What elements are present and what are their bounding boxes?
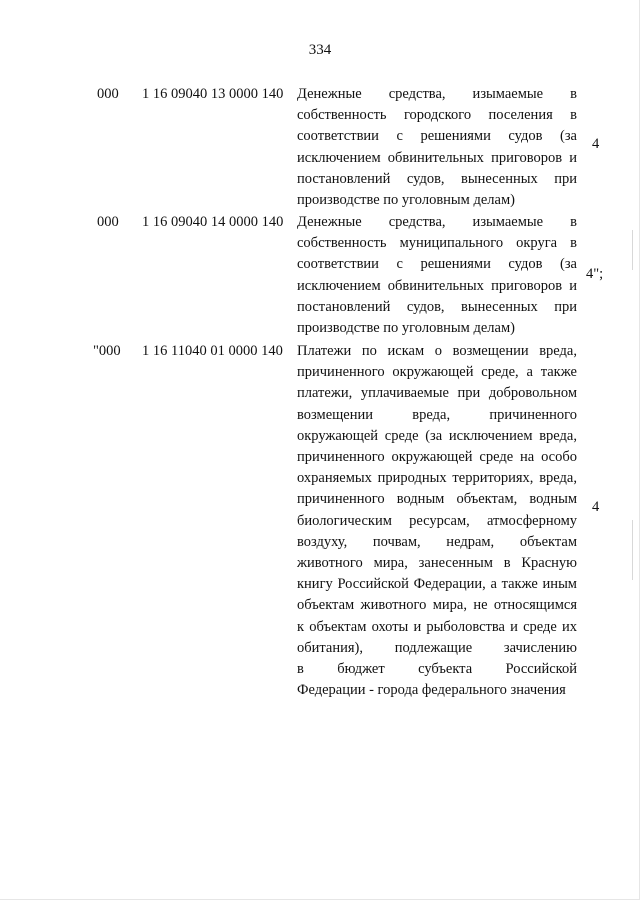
description-line: охраняемых природных территориях, вреда, bbox=[297, 470, 577, 487]
description-line: постановлений судов, вынесенных при bbox=[297, 298, 577, 315]
admin-code: 000 bbox=[97, 214, 119, 230]
description-line: биологическим ресурсам, атмосферному bbox=[297, 512, 577, 529]
description-line: к объектам охоты и рыболовства и среде их bbox=[297, 618, 577, 635]
description-line: причиненного окружающей среде, а также bbox=[297, 364, 577, 381]
description-line: Денежные средства, изымаемые в bbox=[297, 86, 577, 102]
description-line: производстве по уголовным делам) bbox=[297, 320, 515, 337]
description-line: постановлений судов, вынесенных при bbox=[297, 170, 577, 187]
description-line: обитания), подлежащие зачислению bbox=[297, 639, 577, 656]
description-line: возмещении вреда, причиненного bbox=[297, 406, 577, 423]
scan-edge-mark bbox=[632, 230, 633, 270]
page-number: 334 bbox=[308, 42, 332, 58]
description-line: собственность городского поселения в bbox=[297, 107, 577, 124]
description-line: соответствии с решениями судов (за bbox=[297, 128, 577, 145]
budget-classification-code: 1 16 11040 01 0000 140 bbox=[142, 343, 283, 359]
distribution-norm: 4"; bbox=[586, 266, 604, 282]
distribution-norm: 4 bbox=[592, 136, 600, 152]
scan-edge-mark bbox=[632, 520, 633, 580]
description-line: воздуху, почвам, недрам, объектам bbox=[297, 533, 577, 550]
budget-classification-code: 1 16 09040 13 0000 140 bbox=[142, 86, 284, 102]
distribution-norm: 4 bbox=[592, 499, 600, 515]
description-line: книгу Российской Федерации, а также иным bbox=[297, 576, 577, 593]
description-line: соответствии с решениями судов (за bbox=[297, 256, 577, 273]
description-line: исключением обвинительных приговоров и bbox=[297, 149, 577, 166]
admin-code: 000 bbox=[97, 86, 119, 102]
description-line: причиненного окружающей среде на особо bbox=[297, 449, 577, 466]
description-line: животного мира, занесенным в Красную bbox=[297, 555, 577, 572]
description-line: объектам животного мира, не относящимся bbox=[297, 597, 577, 614]
revenue-description bbox=[297, 212, 577, 339]
description-line: платежи, уплачиваемые при добровольном bbox=[297, 385, 577, 402]
description-line: причиненного водным объектам, водным bbox=[297, 491, 577, 508]
description-line: Денежные средства, изымаемые в bbox=[297, 214, 577, 230]
description-line: собственность муниципального округа в bbox=[297, 235, 577, 252]
budget-classification-code: 1 16 09040 14 0000 140 bbox=[142, 214, 284, 230]
revenue-description bbox=[297, 341, 577, 701]
description-line: окружающей среде (за исключением вреда, bbox=[297, 427, 577, 444]
description-line: в бюджет субъекта Российской bbox=[297, 661, 577, 678]
description-line: Платежи по искам о возмещении вреда, bbox=[297, 343, 577, 359]
description-line: исключением обвинительных приговоров и bbox=[297, 277, 577, 294]
admin-code: "000 bbox=[93, 343, 121, 359]
description-line: Федерации - города федерального значения bbox=[297, 682, 566, 699]
revenue-description bbox=[297, 84, 577, 211]
description-line: производстве по уголовным делам) bbox=[297, 192, 515, 209]
